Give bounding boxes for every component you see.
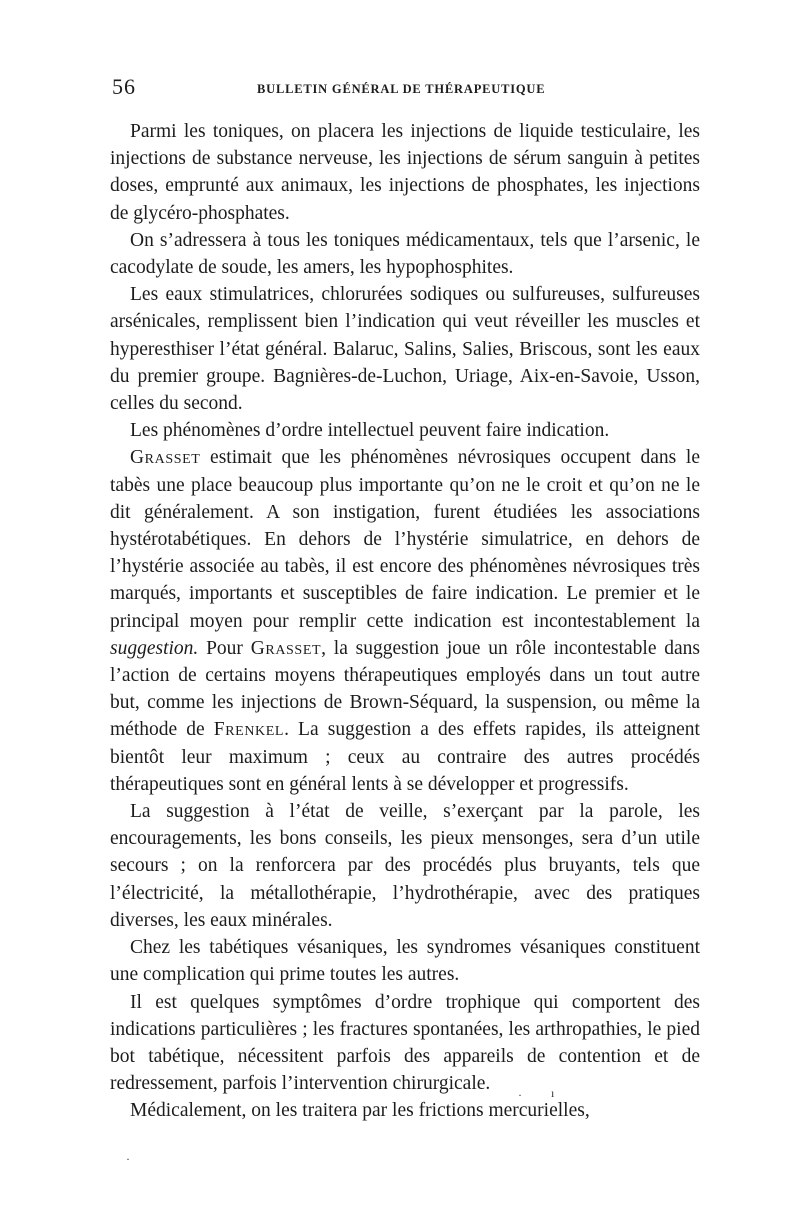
paragraph-symptomes-trophiques: Il est quelques symptômes d’ordre trophique qui comportent des indications particulières ; les fractures spontanées, les arthropathies, le pied bot tabétique, nécessitent parfois des appareils de contention et de redressement, parfois l’intervention chirurgicale. [110,991,700,1095]
paragraph-tabetiques-vesaniques: Chez les tabétiques vésaniques, les syndromes vésaniques constituent une complication qui prime toutes les autres. [110,937,700,986]
print-speck: ı [551,1086,555,1100]
author-name-grasset: Grasset [130,447,201,469]
running-head: BULLETIN GÉNÉRAL DE THÉRAPEUTIQUE [257,82,546,96]
page-header [112,70,712,100]
paragraph-grasset-part-3: , la suggestion joue un rôle incontestable dans l’action de certains moyens thérapeutiques employés dans un tout autre but, comme les injections de Brown-Séquard, la suspension, ou même la méthode de [110,637,700,741]
page-number: 56 [112,74,136,99]
paragraph-medicalement: Médicalement, on les traitera par les frictions mercurielles, [130,1100,590,1122]
paragraph-grasset-part-1: estimait que les phénomènes névrosiques occupent dans le tabès une place beaucoup plus importante qu’on ne le croit et qu’on ne le dit généralement. A son instigation, furent étudiées les associations hystérotabétiques. En dehors de l’hystérie simulatrice, en dehors de l’hystérie associée au tabès, il est encore des phénomènes névrosiques très marqués, importants et susceptibles de faire indication. Le premier et le principal moyen pour remplir cette indication est incontestablement la [110,447,700,632]
body-text [110,118,700,1125]
author-name-frenkel: Frenkel [213,719,285,741]
paragraph-grasset-part-4: . La suggestion a des effets rapides, ils atteignent bientôt leur maximum ; ceux au contraire des autres procédés thérapeutiques sont en général lents à se développer et progressifs. [110,719,700,795]
paragraph-grasset [110,444,700,798]
paragraph-phenomenes-intellectuels: Les phénomènes d’ordre intellectuel peuvent faire indication. [130,420,610,442]
paragraph-toniques: Parmi les toniques, on placera les injections de liquide testiculaire, les injections de substance nerveuse, les injections de sérum sanguin à petites doses, emprunté aux animaux, les injections de phosphates, les injections de glycéro-phosphates. [110,121,700,224]
paragraph-suggestion-veille: La suggestion à l’état de veille, s’exerçant par la parole, les encouragements, les bons conseils, les pieux mensonges, sera d’un utile secours ; on la renforcera par des procédés plus bruyants, tels que l’électricité, la métallothérapie, l’hydrothérapie, avec des pratiques diverses, les eaux minérales. [110,801,700,931]
print-speck: · [126,1152,130,1166]
paragraph-medicamentaux: On s’adressera à tous les toniques médicamentaux, tels que l’arsenic, le cacodylate de soude, les amers, les hypophosphites. [110,229,700,279]
author-name-grasset-2: Grasset [250,637,322,659]
print-speck: · [518,1088,522,1102]
paragraph-grasset-part-2: Pour [198,637,251,659]
emphasis-suggestion: suggestion. [110,637,199,659]
paragraph-eaux-stimulatrices: Les eaux stimulatrices, chlorurées sodiques ou sulfureuses, sulfureuses arsénicales, remplissent bien l’indication qui veut réveiller les muscles et hyperesthiser l’état général. Balaruc, Salins, Salies, Briscous, sont les eaux du premier groupe. Bagnières-de-Luchon, Uriage, Aix-en-Savoie, Usson, celles du second. [110,284,700,415]
